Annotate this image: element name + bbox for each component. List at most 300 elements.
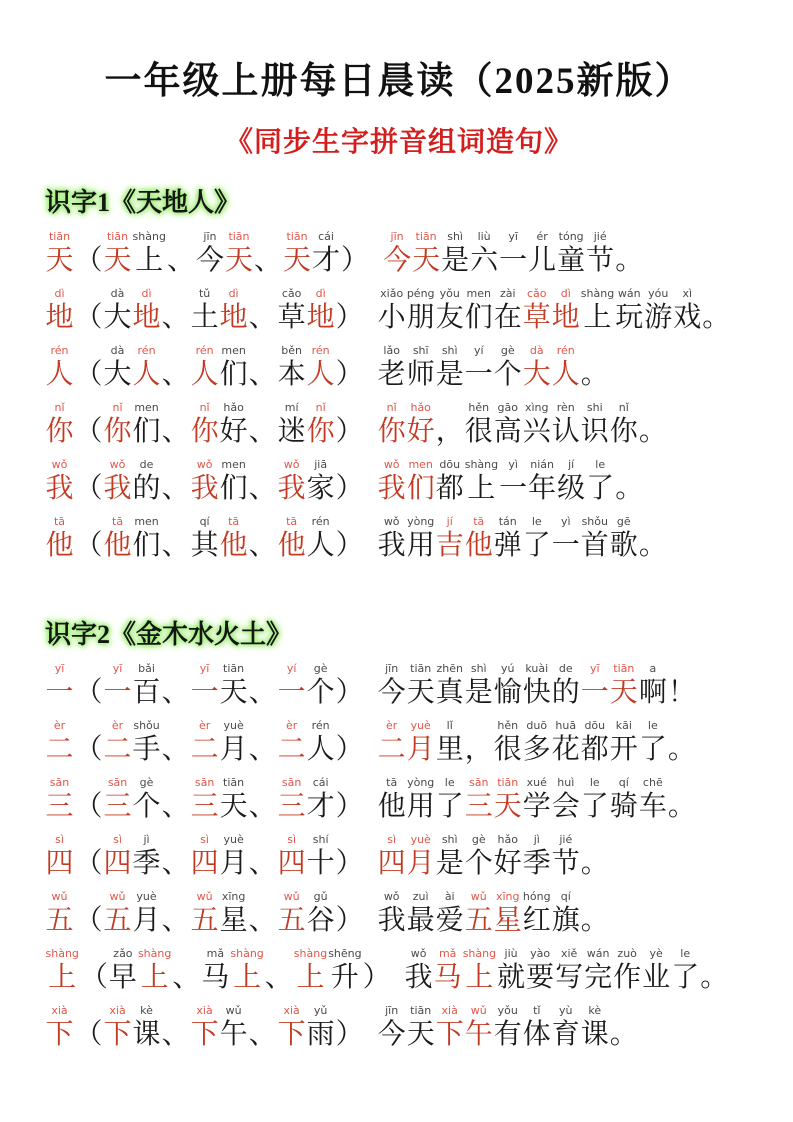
- char-token: [307, 286, 335, 334]
- hanzi-text: 下: [103, 1019, 132, 1050]
- char-token: [138, 946, 171, 994]
- hanzi-text: 、: [161, 848, 190, 879]
- punct-token: [249, 457, 277, 505]
- hanzi-text: 二: [277, 734, 306, 765]
- char-token: [555, 946, 583, 994]
- gap-spacer: [370, 276, 383, 277]
- pinyin-text: [87, 286, 91, 301]
- pinyin-text: wǒ: [283, 458, 300, 471]
- pinyin-text: yuè: [136, 890, 157, 903]
- char-token: [278, 718, 306, 766]
- char-token: [278, 1003, 306, 1051]
- pinyin-text: de: [139, 458, 154, 471]
- pinyin-text: [353, 229, 357, 244]
- char-token: [133, 1003, 161, 1051]
- pinyin-text: yòng: [407, 515, 435, 528]
- pinyin-text: [651, 400, 655, 415]
- char-token: [378, 1003, 406, 1051]
- hanzi-text: 我: [377, 473, 406, 504]
- pinyin-text: tiān: [410, 662, 432, 675]
- pinyin-text: hěn: [497, 719, 519, 732]
- hanzi-text: 。: [580, 905, 609, 936]
- pinyin-text: rén: [195, 344, 214, 357]
- hanzi-text: 、: [248, 677, 277, 708]
- punct-token: [610, 1003, 638, 1051]
- hanzi-text: 、: [161, 416, 190, 447]
- hanzi-text: 我: [377, 905, 406, 936]
- pinyin-text: xià: [196, 1004, 213, 1017]
- hanzi-text: （: [79, 962, 108, 993]
- char-token: [584, 946, 612, 994]
- hanzi-text: 兴: [522, 416, 551, 447]
- gap-spacer: [364, 879, 377, 880]
- punct-token: [265, 946, 293, 994]
- pinyin-text: men: [408, 458, 433, 471]
- pinyin-text: [179, 229, 183, 244]
- char-token: [586, 457, 614, 505]
- char-token: [133, 514, 161, 562]
- pinyin-text: le: [444, 776, 455, 789]
- pinyin-text: [348, 832, 352, 847]
- hanzi-text: 天: [219, 791, 248, 822]
- char-token: [465, 1003, 493, 1051]
- char-token: [407, 1003, 435, 1051]
- pinyin-text: qí: [199, 515, 210, 528]
- char-token: [463, 946, 496, 994]
- char-token: [378, 343, 406, 391]
- pinyin-text: èr: [53, 719, 66, 732]
- hanzi-text: 愉: [493, 677, 522, 708]
- section-header: [45, 614, 753, 651]
- punct-token: [336, 400, 364, 448]
- hanzi-text: 一: [464, 359, 493, 390]
- hanzi-text: ）: [335, 302, 364, 333]
- pinyin-text: [87, 514, 91, 529]
- pinyin-text: [680, 661, 684, 676]
- hanzi-text: 节: [551, 848, 580, 879]
- punct-token: [75, 229, 103, 277]
- pinyin-text: xiǎo: [380, 287, 404, 300]
- pinyin-text: [174, 400, 178, 415]
- pinyin-text: yì: [560, 515, 571, 528]
- pinyin-text: [87, 718, 91, 733]
- gap-spacer: [364, 333, 377, 334]
- pinyin-text: yù: [559, 1004, 573, 1017]
- char-token: [278, 457, 306, 505]
- char-token: [278, 889, 306, 937]
- vocab-line: [45, 343, 753, 391]
- hanzi-text: ）: [335, 359, 364, 390]
- char-token: [104, 775, 132, 823]
- hanzi-text: 他: [219, 530, 248, 561]
- hanzi-text: 们: [219, 473, 248, 504]
- hanzi-text: 我: [190, 473, 219, 504]
- pinyin-text: jí: [446, 515, 453, 528]
- hanzi-text: 花: [551, 734, 580, 765]
- punct-token: [341, 229, 369, 277]
- char-token: [465, 343, 493, 391]
- char-token: [46, 286, 74, 334]
- pinyin-text: sì: [55, 833, 64, 846]
- hanzi-text: 多: [522, 734, 551, 765]
- char-token: [465, 457, 498, 505]
- char-token: [104, 457, 132, 505]
- hanzi-text: ，: [435, 416, 464, 447]
- punct-token: [75, 343, 103, 391]
- char-token: [220, 775, 248, 823]
- hanzi-text: 一: [580, 677, 609, 708]
- pinyin-text: jì: [533, 833, 540, 846]
- punct-token: [172, 946, 200, 994]
- char-token: [104, 718, 132, 766]
- char-token: [378, 400, 406, 448]
- punct-token: [75, 889, 103, 937]
- char-token: [191, 286, 219, 334]
- hanzi-text: 下: [435, 1019, 464, 1050]
- punct-token: [702, 286, 730, 334]
- pinyin-text: [627, 457, 631, 472]
- hanzi-text: 上: [135, 245, 164, 276]
- char-token: [523, 400, 551, 448]
- hanzi-text: 的: [132, 473, 161, 504]
- pinyin-text: yuè: [223, 719, 244, 732]
- pinyin-text: jīn: [390, 230, 404, 243]
- hanzi-text: 他: [103, 530, 132, 561]
- char-token: [494, 286, 522, 334]
- hanzi-text: 午: [464, 1019, 493, 1050]
- punct-token: [639, 514, 667, 562]
- pinyin-text: zǎo: [113, 947, 133, 960]
- char-token: [191, 343, 219, 391]
- char-token: [581, 286, 614, 334]
- punct-token: [75, 661, 103, 709]
- hanzi-text: （: [74, 530, 103, 561]
- char-token: [581, 1003, 609, 1051]
- hanzi-text: 上: [583, 302, 612, 333]
- hanzi-text: 老: [377, 359, 406, 390]
- hanzi-text: 天: [103, 245, 132, 276]
- hanzi-text: 下: [45, 1019, 74, 1050]
- char-token: [378, 457, 406, 505]
- pinyin-text: shàng: [45, 947, 79, 960]
- hanzi-text: 都: [580, 734, 609, 765]
- hanzi-text: 育: [551, 1019, 580, 1050]
- hanzi-text: 要: [526, 962, 555, 993]
- hanzi-text: 季: [132, 848, 161, 879]
- gap-spacer: [364, 765, 377, 766]
- char-token: [644, 286, 672, 334]
- char-token: [581, 775, 609, 823]
- pinyin-text: tiān: [613, 662, 635, 675]
- hanzi-text: 六: [470, 245, 499, 276]
- char-token: [46, 775, 74, 823]
- hanzi-text: 二: [190, 734, 219, 765]
- char-token: [613, 946, 641, 994]
- pinyin-text: [651, 514, 655, 529]
- pinyin-text: de: [558, 662, 573, 675]
- hanzi-text: 今: [377, 677, 406, 708]
- punct-token: [162, 514, 190, 562]
- hanzi-text: 家: [306, 473, 335, 504]
- punct-token: [249, 718, 277, 766]
- hanzi-text: 大: [103, 302, 132, 333]
- hanzi-text: ）: [335, 530, 364, 561]
- pinyin-text: duō: [526, 719, 548, 732]
- punct-token: [75, 286, 103, 334]
- char-token: [307, 1003, 335, 1051]
- hanzi-text: （: [74, 734, 103, 765]
- hanzi-text: 他: [45, 530, 74, 561]
- pinyin-text: [593, 832, 597, 847]
- char-token: [220, 1003, 248, 1051]
- char-token: [278, 400, 306, 448]
- hanzi-text: 认: [551, 416, 580, 447]
- hanzi-text: 真: [435, 677, 464, 708]
- pinyin-text: gē: [616, 515, 631, 528]
- char-token: [494, 889, 522, 937]
- char-token: [201, 946, 229, 994]
- hanzi-text: 、: [161, 530, 190, 561]
- hanzi-text: 、: [248, 734, 277, 765]
- char-token: [220, 889, 248, 937]
- pinyin-text: gè: [471, 833, 486, 846]
- punct-token: [162, 661, 190, 709]
- pinyin-text: [87, 775, 91, 790]
- hanzi-text: 早: [108, 962, 137, 993]
- char-token: [407, 832, 435, 880]
- hanzi-text: 、: [161, 302, 190, 333]
- char-token: [671, 946, 699, 994]
- hanzi-text: 马: [201, 962, 230, 993]
- pinyin-text: [348, 343, 352, 358]
- hanzi-text: 迷: [277, 416, 306, 447]
- hanzi-text: 。: [638, 530, 667, 561]
- hanzi-text: 三: [45, 791, 74, 822]
- hanzi-text: 地: [132, 302, 161, 333]
- char-token: [552, 775, 580, 823]
- pinyin-text: [348, 1003, 352, 1018]
- hanzi-text: 弹: [493, 530, 522, 561]
- pinyin-text: [348, 718, 352, 733]
- gap-spacer: [364, 390, 377, 391]
- char-token: [133, 775, 161, 823]
- pinyin-text: tiān: [106, 230, 129, 243]
- hanzi-text: 。: [638, 416, 667, 447]
- char-token: [642, 946, 670, 994]
- hanzi-text: 大: [522, 359, 551, 390]
- pinyin-text: shí: [312, 833, 329, 846]
- punct-token: [75, 514, 103, 562]
- pinyin-text: [87, 661, 91, 676]
- hanzi-text: 红: [522, 905, 551, 936]
- punct-token: [336, 661, 364, 709]
- hanzi-text: 上: [233, 962, 262, 993]
- gap-spacer: [364, 561, 377, 562]
- char-token: [407, 457, 435, 505]
- hanzi-text: 。: [700, 962, 729, 993]
- pinyin-text: [448, 400, 452, 415]
- char-token: [220, 343, 248, 391]
- hanzi-text: 儿: [528, 245, 557, 276]
- hanzi-text: 天: [45, 245, 74, 276]
- hanzi-text: 才: [312, 245, 341, 276]
- char-token: [104, 661, 132, 709]
- pinyin-text: wǒ: [51, 458, 68, 471]
- pinyin-text: chē: [642, 776, 663, 789]
- punct-token: [249, 889, 277, 937]
- punct-token: [336, 775, 364, 823]
- hanzi-text: 、: [166, 245, 195, 276]
- char-token: [639, 775, 667, 823]
- pinyin-text: shi: [586, 401, 603, 414]
- char-token: [639, 718, 667, 766]
- char-token: [46, 661, 74, 709]
- pinyin-text: men: [466, 287, 491, 300]
- char-token: [307, 661, 335, 709]
- hanzi-text: 会: [551, 791, 580, 822]
- punct-token: [75, 718, 103, 766]
- hanzi-text: 你: [377, 416, 406, 447]
- hanzi-text: 你: [103, 416, 132, 447]
- pinyin-text: tā: [228, 515, 240, 528]
- pinyin-text: jì: [143, 833, 150, 846]
- hanzi-text: （: [74, 359, 103, 390]
- pinyin-text: wǔ: [283, 890, 300, 903]
- hanzi-text: 好: [493, 848, 522, 879]
- char-token: [407, 718, 435, 766]
- pinyin-text: rén: [556, 344, 575, 357]
- hanzi-text: 很: [464, 416, 493, 447]
- hanzi-text: 用: [406, 530, 435, 561]
- pinyin-text: shēng: [328, 947, 362, 960]
- pinyin-text: le: [680, 947, 691, 960]
- char-token: [378, 832, 406, 880]
- pinyin-text: yī: [112, 662, 123, 675]
- hanzi-text: 他: [377, 791, 406, 822]
- punct-token: [336, 1003, 364, 1051]
- hanzi-text: ）: [335, 791, 364, 822]
- hanzi-text: 了: [638, 734, 667, 765]
- char-token: [552, 343, 580, 391]
- punct-token: [162, 457, 190, 505]
- gap-spacer: [364, 708, 377, 709]
- hanzi-text: （: [74, 416, 103, 447]
- punct-token: [162, 286, 190, 334]
- gap-spacer: [391, 993, 404, 994]
- hanzi-text: 、: [248, 791, 277, 822]
- pinyin-text: [174, 1003, 178, 1018]
- pinyin-text: péng: [406, 287, 435, 300]
- pinyin-text: gè: [139, 776, 154, 789]
- punct-token: [639, 400, 667, 448]
- char-token: [46, 889, 74, 937]
- hanzi-text: 本: [277, 359, 306, 390]
- char-token: [557, 229, 585, 277]
- pinyin-text: sì: [200, 833, 209, 846]
- pinyin-text: shàng: [580, 287, 615, 300]
- pinyin-text: yóu: [648, 287, 669, 300]
- punct-token: [249, 775, 277, 823]
- pinyin-text: xià: [109, 1004, 126, 1017]
- hanzi-text: 今: [383, 245, 412, 276]
- hanzi-text: ）: [335, 905, 364, 936]
- pinyin-text: tiān: [223, 776, 245, 789]
- hanzi-text: 识: [580, 416, 609, 447]
- pinyin-text: [348, 661, 352, 676]
- char-token: [220, 514, 248, 562]
- pinyin-text: dōu: [584, 719, 606, 732]
- hanzi-text: 三: [103, 791, 132, 822]
- hanzi-text: ）: [335, 848, 364, 879]
- char-token: [499, 457, 527, 505]
- pinyin-text: [593, 343, 597, 358]
- hanzi-text: 我: [404, 962, 433, 993]
- char-token: [610, 514, 638, 562]
- hanzi-text: 你: [190, 416, 219, 447]
- hanzi-text: 了: [580, 791, 609, 822]
- pinyin-text: yì: [508, 458, 518, 471]
- punct-token: [162, 1003, 190, 1051]
- pinyin-text: wǒ: [383, 890, 400, 903]
- char-token: [133, 286, 161, 334]
- char-token: [278, 343, 306, 391]
- char-token: [133, 457, 161, 505]
- vocab-line: [45, 661, 753, 709]
- pinyin-text: dì: [315, 287, 326, 300]
- hanzi-text: 下: [277, 1019, 306, 1050]
- hanzi-text: 地: [306, 302, 335, 333]
- char-token: [220, 457, 248, 505]
- punct-token: [249, 286, 277, 334]
- char-token: [523, 775, 551, 823]
- char-token: [133, 229, 166, 277]
- char-token: [436, 832, 464, 880]
- char-token: [307, 718, 335, 766]
- hanzi-text: 好: [406, 416, 435, 447]
- pinyin-text: [174, 832, 178, 847]
- char-token: [278, 832, 306, 880]
- pinyin-text: yī: [199, 662, 210, 675]
- punct-token: [581, 832, 609, 880]
- pinyin-text: wǒ: [109, 458, 126, 471]
- vocab-line: [45, 832, 753, 880]
- char-token: [494, 400, 522, 448]
- hanzi-text: 月: [132, 905, 161, 936]
- pinyin-text: mǎ: [206, 947, 225, 960]
- pinyin-text: tǔ: [198, 287, 211, 300]
- punct-token: [249, 832, 277, 880]
- hanzi-text: 、: [248, 359, 277, 390]
- punct-token: [254, 229, 282, 277]
- hanzi-text: 级: [557, 473, 586, 504]
- hanzi-text: 上: [140, 962, 169, 993]
- hanzi-text: 友: [435, 302, 464, 333]
- pinyin-text: qí: [560, 890, 571, 903]
- section-header-text: 识字1《天地人》: [45, 188, 241, 217]
- hanzi-text: 一: [551, 530, 580, 561]
- pinyin-text: jié: [559, 833, 573, 846]
- pinyin-text: [87, 457, 91, 472]
- char-token: [46, 457, 74, 505]
- char-token: [673, 286, 701, 334]
- char-token: [307, 457, 335, 505]
- hanzi-text: 三: [190, 791, 219, 822]
- hanzi-text: ）: [335, 1019, 364, 1050]
- pinyin-text: [174, 457, 178, 472]
- pinyin-text: wǒ: [410, 947, 427, 960]
- subtitle: 《同步生字拼音组词造句》: [224, 127, 573, 158]
- char-token: [191, 514, 219, 562]
